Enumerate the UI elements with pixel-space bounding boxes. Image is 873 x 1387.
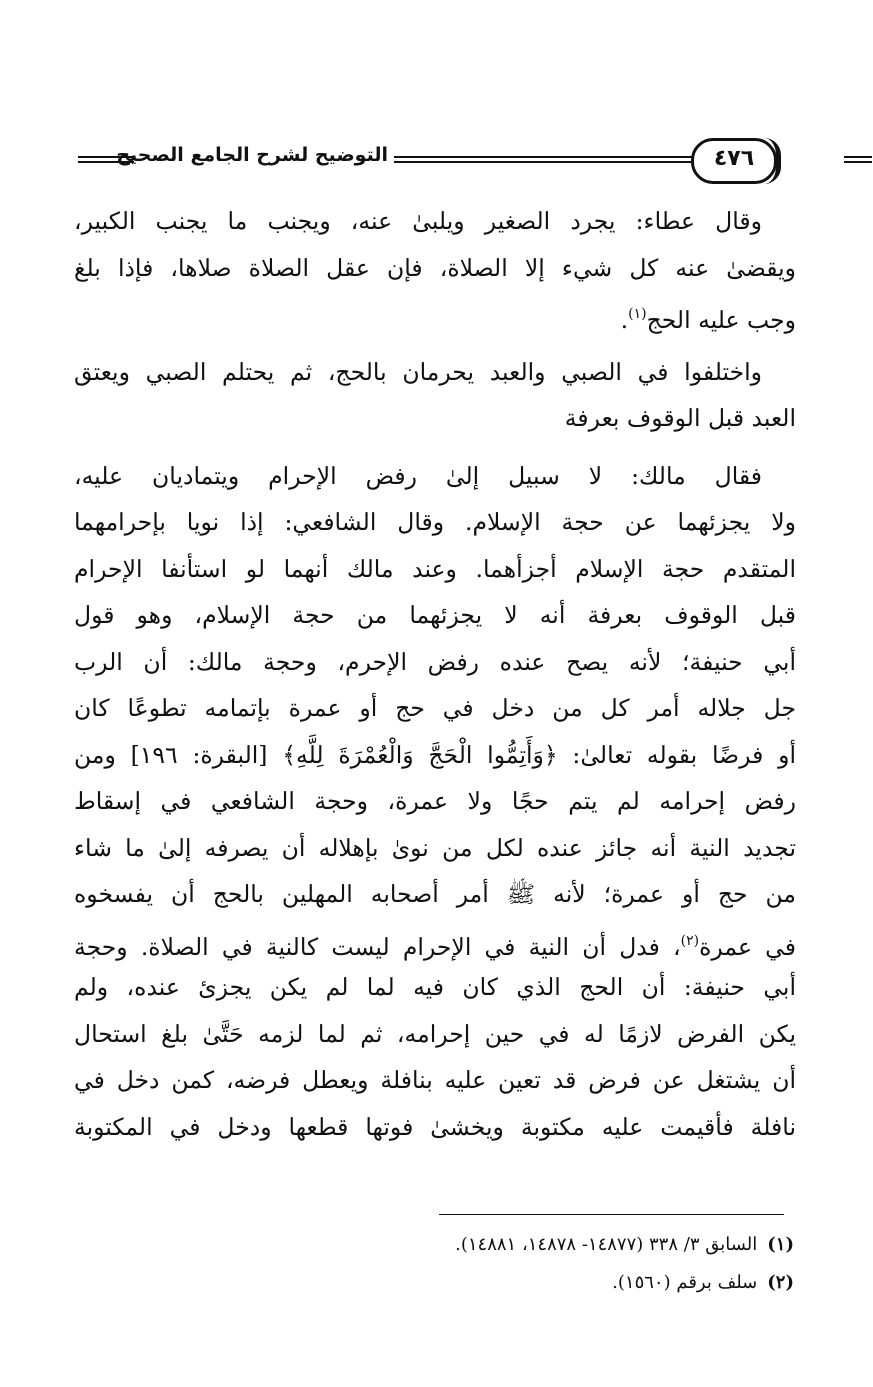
footnotes xyxy=(200,1226,794,1302)
text-line xyxy=(74,918,796,965)
text-line: من حج أو عمرة؛ لأنه ﷺ أمر أصحابه المهلين بالحج أن يفسخوه xyxy=(74,880,796,908)
paragraph-disagreement xyxy=(74,349,796,442)
text-line: ولا يجزئهما عن حجة الإسلام. وقال الشافعي: إذا نويا بإحرامهما xyxy=(74,508,796,536)
page-number: ٤٧٦ xyxy=(713,146,755,171)
running-title: التوضيح لشرح الجامع الصحيح xyxy=(116,144,388,166)
text-line: أبي حنيفة؛ لأنه يصح عنده رفض الإحرم، وحجة مالك: أن الرب xyxy=(74,647,796,676)
main-text xyxy=(74,198,796,1161)
text-line: المتقدم حجة الإسلام أجزأهما. وعند مالك أنهما لو استأنفا الإحرام xyxy=(74,554,796,583)
footnote-separator xyxy=(439,1214,784,1215)
text-line: واختلفوا في الصبي والعبد يحرمان بالحج، ثم يحتلم الصبي ويعتق xyxy=(74,357,762,386)
text-line: نافلة فأقيمت عليه مكتوبة ويخشىٰ فوتها قطعها ودخل في المكتوبة xyxy=(74,1112,796,1141)
footnote-ref-2[interactable]: (٢) xyxy=(680,932,700,949)
page-number-frame xyxy=(691,138,777,184)
running-header xyxy=(74,138,798,184)
paragraph-malik xyxy=(74,453,796,1151)
footnote-number: (٢) xyxy=(767,1272,794,1293)
text-line: العبد قبل الوقوف بعرفة xyxy=(564,404,796,432)
footnote-text: سلف برقم (١٥٦٠). xyxy=(612,1272,758,1293)
footnote-1 xyxy=(200,1226,794,1264)
text-segment: في عمرة xyxy=(699,932,796,961)
text-line: أن يشتغل عن فرض قد تعين عليه بنافلة ويعطل فرضه، كمن دخل في xyxy=(74,1066,796,1094)
text-line: أبي حنيفة: أن الحج الذي كان فيه لما لم يكن يجزئ عنده، ولم xyxy=(74,973,796,1001)
footnote-number: (١) xyxy=(767,1234,794,1255)
text-line: فقال مالك: لا سبيل إلىٰ رفض الإحرام ويتماديان عليه، xyxy=(74,461,762,490)
text-line: ويقضىٰ عنه كل شيء إلا الصلاة، فإن عقل الصلاة صلاها، فإذا بلغ xyxy=(74,253,796,282)
text-line: يكن الفرض لازمًا له في حين إحرامه، ثم لما لزمه حَتَّىٰ بلغ استحال xyxy=(74,1019,796,1048)
footnote-ref-1[interactable]: (١) xyxy=(628,306,647,322)
footnote-text: السابق ٣/ ٣٣٨ (١٤٨٧٧- ١٤٨٧٨، ١٤٨٨١). xyxy=(455,1234,758,1255)
text-segment: وجب عليه الحج xyxy=(646,306,796,334)
text-line: وجب عليه الحج$^{(١)}$. xyxy=(620,306,796,334)
text-line: قبل الوقوف بعرفة أنه لا يجزئهما من حجة الإسلام، وهو قول xyxy=(74,601,796,629)
text-segment: ، فدل أن النية في الإحرام ليست كالنية في الصلاة. وحجة xyxy=(74,932,681,961)
text-line: جل جلاله أمر كل من دخل في حج أو عمرة بإتمامه تطوعًا كان xyxy=(74,694,796,722)
paragraph-ata xyxy=(74,198,796,338)
footnote-2 xyxy=(200,1264,794,1302)
text-line: رفض إحرامه لم يتم حجًا ولا عمرة، وحجة الشافعي في إسقاط xyxy=(74,787,796,815)
header-rule-right xyxy=(844,156,872,163)
quran-verse-line: أو فرضًا بقوله تعالىٰ: ﴿وَأَتِمُّوا الْحَجَّ وَالْعُمْرَةَ لِلَّهِ﴾ [البقرة: ١٩٦] ومن xyxy=(74,740,796,769)
text-line: وقال عطاء: يجرد الصغير ويلبىٰ عنه، ويجنب ما يجنب الكبير، xyxy=(74,207,762,235)
text-line: تجديد النية أنه جائز عنده لكل من نوىٰ بإهلاله أن يصرفه إلىٰ ما شاء xyxy=(74,833,796,862)
